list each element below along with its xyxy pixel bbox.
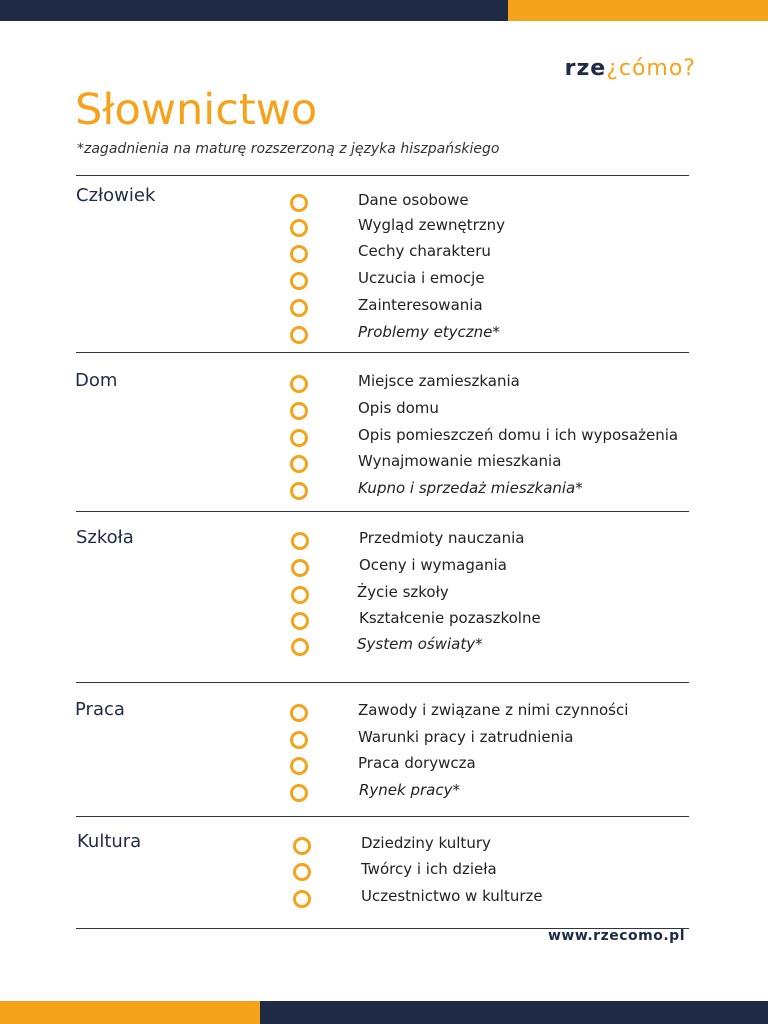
item-label: Uczucia i emocje	[358, 269, 485, 287]
item-label: Zainteresowania	[358, 296, 483, 314]
checkbox-circle-icon[interactable]	[291, 532, 309, 550]
checkbox-circle-icon[interactable]	[290, 704, 308, 722]
checkbox-circle-icon[interactable]	[290, 326, 308, 344]
checkbox-circle-icon[interactable]	[290, 482, 308, 500]
divider	[76, 511, 689, 512]
checkbox-circle-icon[interactable]	[290, 757, 308, 775]
bottom-orange-bar	[0, 1001, 260, 1024]
bottom-navy-bar	[260, 1001, 768, 1024]
section-heading-kultura: Kultura	[77, 831, 142, 852]
item-label: Twórcy i ich dzieła	[361, 860, 497, 878]
divider	[76, 352, 689, 353]
brand-logo	[565, 56, 696, 81]
checkbox-circle-icon[interactable]	[291, 638, 309, 656]
logo-part-2: ¿cómo?	[606, 56, 696, 81]
checkbox-circle-icon[interactable]	[290, 429, 308, 447]
checkbox-circle-icon[interactable]	[290, 194, 308, 212]
section-heading-dom: Dom	[75, 370, 118, 391]
checkbox-circle-icon[interactable]	[290, 784, 308, 802]
item-label: Cechy charakteru	[358, 242, 491, 260]
page-title: Słownictwo	[75, 85, 318, 135]
item-label: Wygląd zewnętrzny	[358, 216, 506, 234]
section-heading-czlowiek: Człowiek	[76, 185, 156, 206]
logo-part-1: rze	[564, 56, 607, 81]
checkbox-circle-icon[interactable]	[293, 863, 311, 881]
item-label: Przedmioty nauczania	[359, 529, 525, 547]
checkbox-circle-icon[interactable]	[293, 890, 311, 908]
item-label: Miejsce zamieszkania	[358, 372, 520, 390]
checkbox-circle-icon[interactable]	[291, 559, 309, 577]
checkbox-circle-icon[interactable]	[291, 586, 309, 604]
checkbox-circle-icon[interactable]	[290, 375, 308, 393]
divider	[76, 175, 689, 176]
item-label: Rynek pracy*	[359, 781, 460, 799]
top-navy-bar	[0, 0, 508, 21]
item-label: Opis domu	[358, 399, 439, 417]
top-orange-bar	[508, 0, 768, 21]
item-label: Kupno i sprzedaż mieszkania*	[358, 479, 583, 497]
item-label: Dane osobowe	[358, 191, 469, 209]
section-heading-praca: Praca	[75, 699, 125, 720]
footer-url[interactable]: www.rzecomo.pl	[547, 928, 685, 944]
item-label: Wynajmowanie mieszkania	[358, 452, 562, 470]
item-label: Praca dorywcza	[358, 754, 476, 772]
item-label: Opis pomieszczeń domu i ich wyposażenia	[358, 426, 679, 444]
item-label: Dziedziny kultury	[361, 834, 491, 852]
item-label: Uczestnictwo w kulturze	[361, 887, 543, 905]
divider	[76, 816, 689, 817]
item-label: Oceny i wymagania	[359, 556, 507, 574]
checkbox-circle-icon[interactable]	[290, 299, 308, 317]
checkbox-circle-icon[interactable]	[290, 402, 308, 420]
page-subtitle: *zagadnienia na maturę rozszerzoną z języka hiszpańskiego	[77, 141, 500, 157]
divider	[76, 682, 689, 683]
checkbox-circle-icon[interactable]	[290, 731, 308, 749]
checkbox-circle-icon[interactable]	[293, 837, 311, 855]
checkbox-circle-icon[interactable]	[291, 612, 309, 630]
checkbox-circle-icon[interactable]	[290, 219, 308, 237]
item-label: Kształcenie pozaszkolne	[359, 609, 541, 627]
checkbox-circle-icon[interactable]	[290, 455, 308, 473]
item-label: Zawody i związane z nimi czynności	[358, 701, 629, 719]
checkbox-circle-icon[interactable]	[290, 272, 308, 290]
item-label: Warunki pracy i zatrudnienia	[358, 728, 574, 746]
item-label: Problemy etyczne*	[358, 323, 500, 341]
item-label: Życie szkoły	[357, 583, 449, 601]
item-label: System oświaty*	[357, 635, 483, 653]
checkbox-circle-icon[interactable]	[290, 245, 308, 263]
section-heading-szkola: Szkoła	[76, 527, 134, 548]
